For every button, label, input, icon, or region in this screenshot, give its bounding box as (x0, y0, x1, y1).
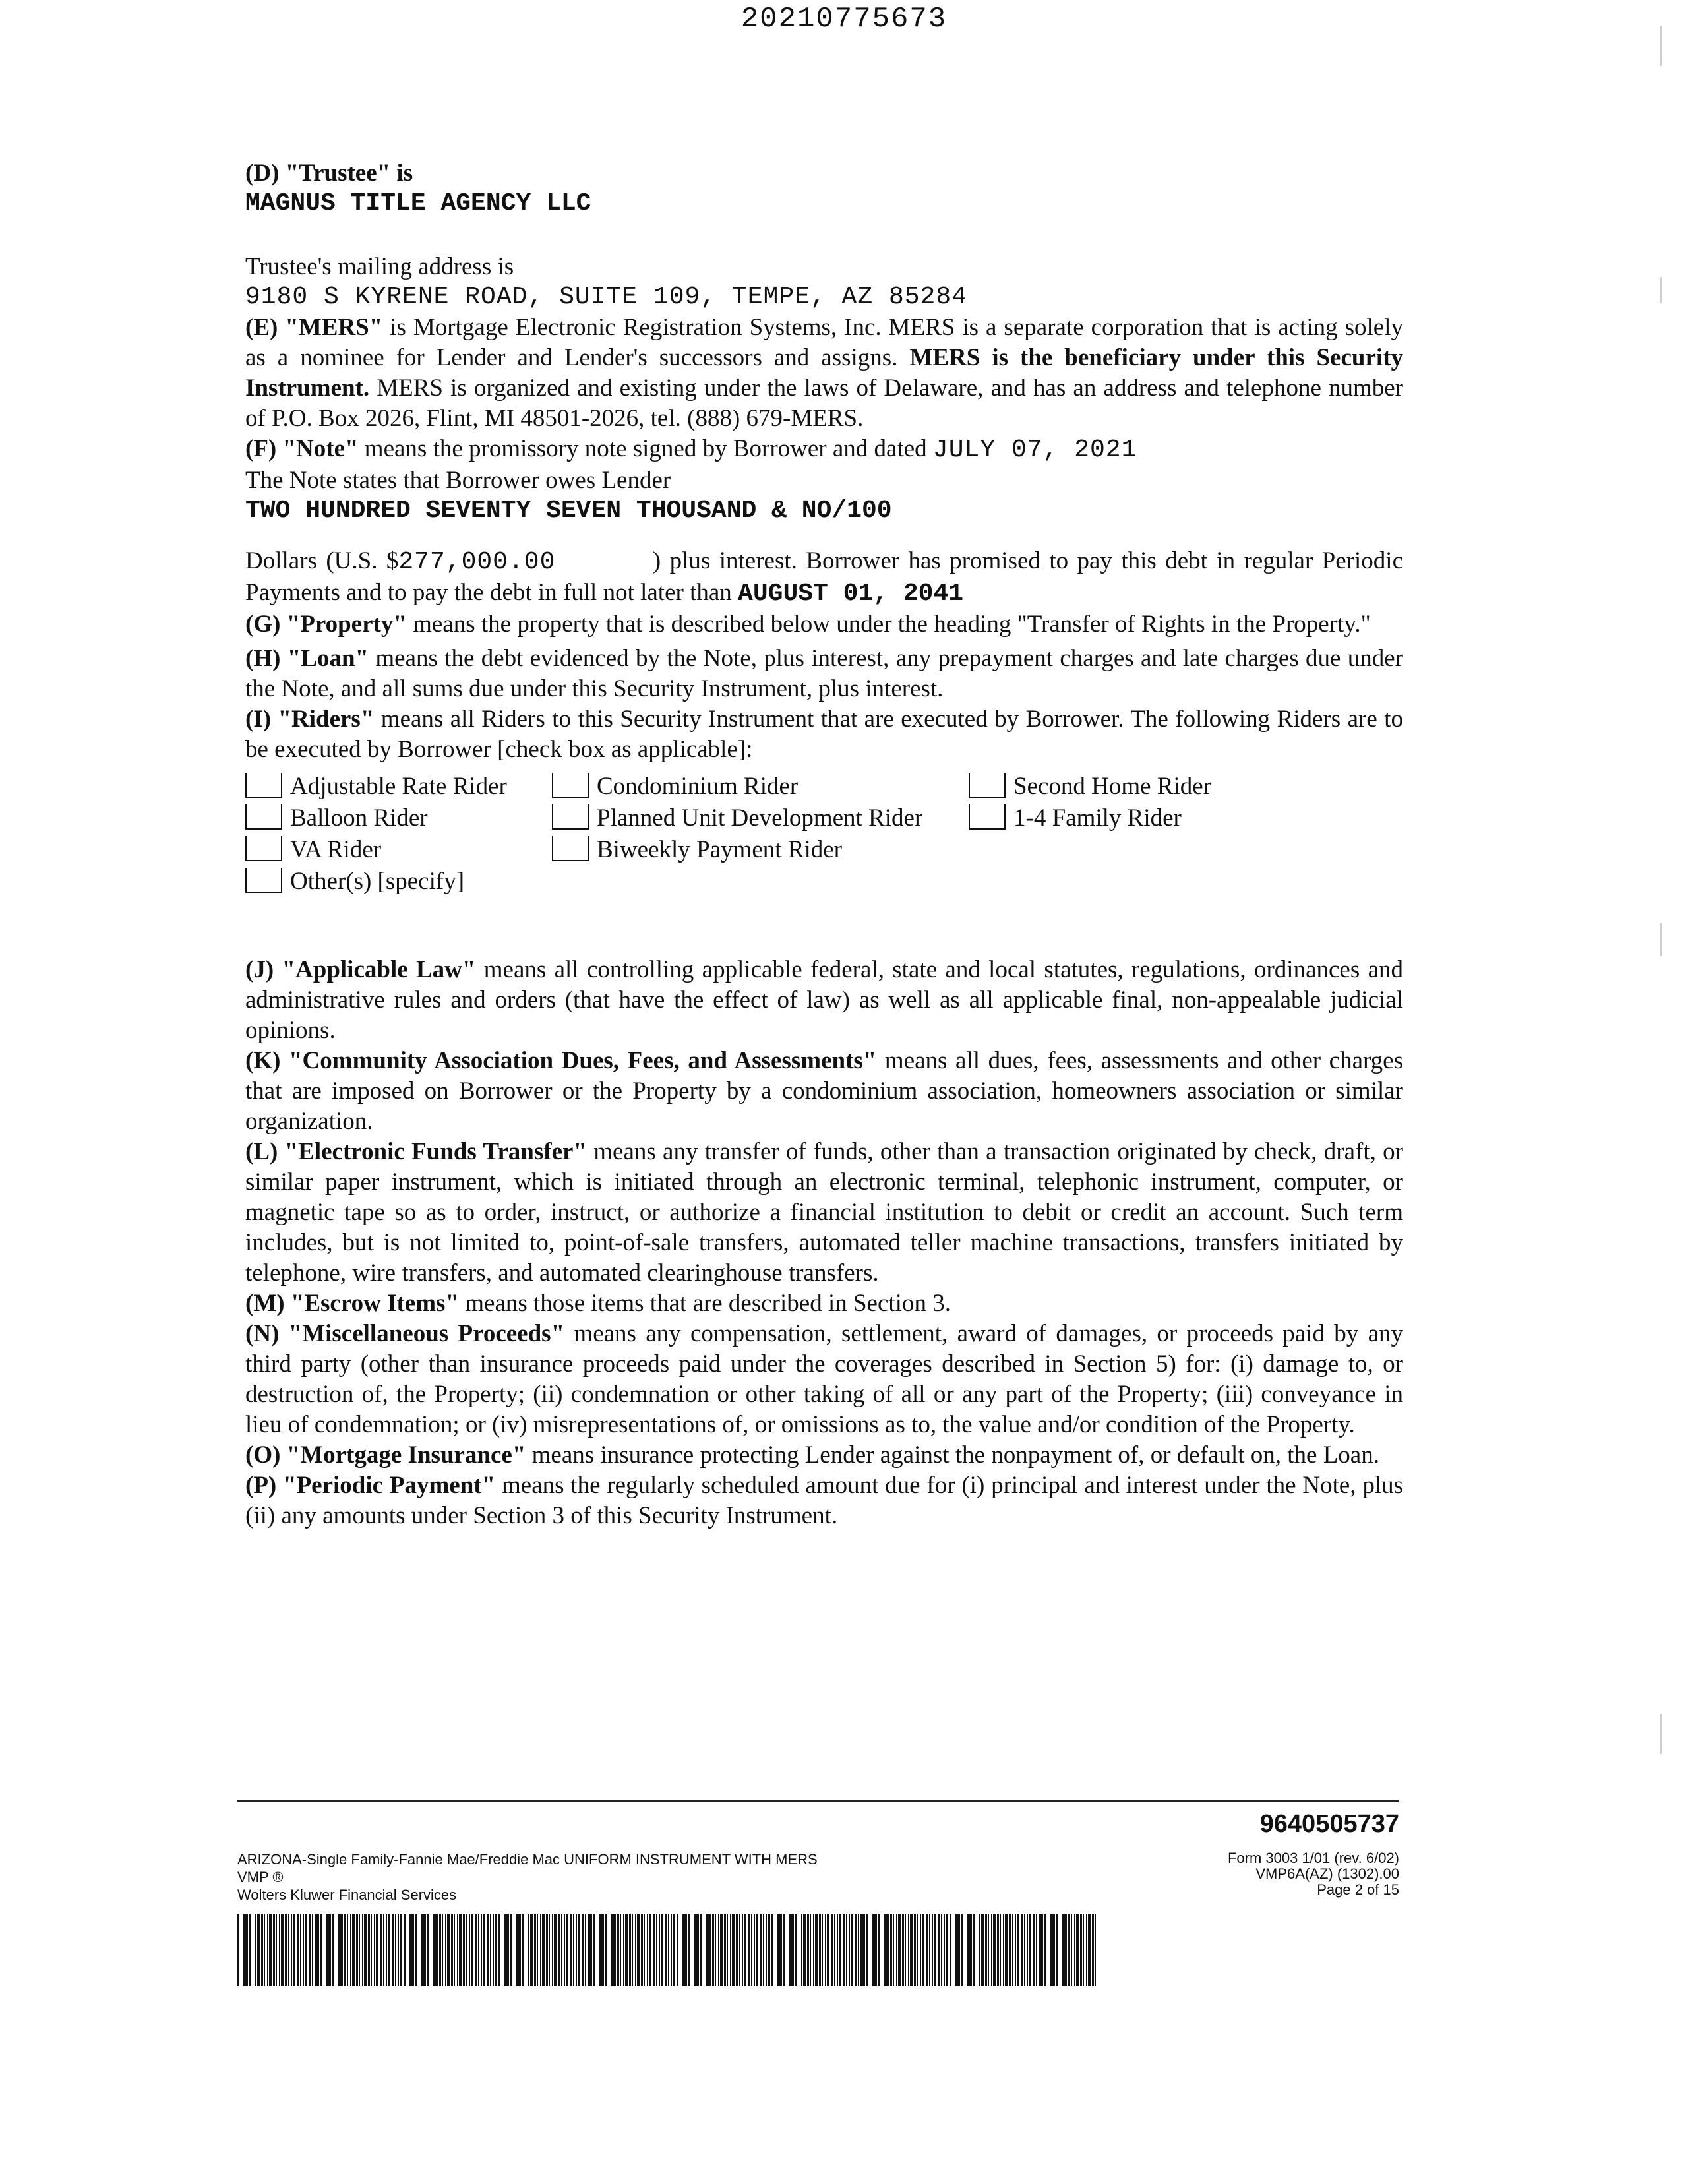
definition-electronic-funds-transfer: (L) "Electronic Funds Transfer" means any transfer of funds, other than a transaction originated by check, draft, or similar paper instrument, which is initiated through an electronic terminal, telephonic instrument, computer, or magnetic tape so as to order, instruct, or authorize a financial institution to debit or credit an account. Such term includes, but is not limited to, point-of-sale transfers, automated teller machine transactions, transfers initiated by telephone, wire transfers, and automated clearinghouse transfers. (245, 1138, 1404, 1287)
loan-number: 9640505737 (1259, 1810, 1399, 1838)
rider-planned-unit-development[interactable]: Planned Unit Development Rider (552, 803, 969, 835)
form-number: Form 3003 1/01 (rev. 6/02) (1227, 1850, 1399, 1866)
note-amount-words: TWO HUNDRED SEVENTY SEVEN THOUSAND & NO/100 (245, 497, 892, 525)
note-amount-line: Dollars (U.S. $277,000.00 ) plus interest. Borrower has promised to pay this debt in regular Periodic Payments and to pay the debt in full not later than AUGUST 01, 2041 (245, 547, 1403, 608)
definition-applicable-law: (J) "Applicable Law" means all controlling applicable federal, state and local statutes, regulations, ordinances and administrative rules and orders (that have the effect of law) as well as all applicable final, non-appealable judicial opinions. (245, 956, 1403, 1044)
rider-checkbox[interactable] (245, 868, 282, 893)
note-maturity-date: AUGUST 01, 2041 (738, 580, 964, 608)
scan-edge-mark (1660, 277, 1662, 303)
scan-edge-mark (1660, 1714, 1662, 1754)
rider-adjustable-rate[interactable]: Adjustable Rate Rider (245, 772, 552, 803)
publisher: Wolters Kluwer Financial Services (237, 1887, 457, 1903)
form-code: VMP6A(AZ) (1302).00 (1255, 1866, 1399, 1882)
footer-form-info (237, 1850, 818, 1904)
rider-condominium[interactable]: Condominium Rider (552, 772, 969, 803)
definition-miscellaneous-proceeds: (N) "Miscellaneous Proceeds" means any compensation, settlement, award of damages, or proceeds paid by any third party (other than insurance proceeds paid under the coverages described in Section 5) for: (i) damage to, or destruction of, the Property; (ii) condemnation or other taking of all or any part of the Property; (iii) conveyance in lieu of condemnation; or (iv) misrepresentations of, or omissions as to, the value and/or condition of the Property. (245, 1320, 1403, 1438)
definition-loan: (H) "Loan" means the debt evidenced by the Note, plus interest, any prepayment charges and late charges due under the Note, and all sums due under this Security Instrument, plus interest. (245, 645, 1404, 702)
definition-community-association-dues: (K) "Community Association Dues, Fees, and Assessments" means all dues, fees, assessments and other charges that are imposed on Borrower or the Property by a condominium association, homeowners association or similar organization. (245, 1047, 1403, 1135)
note-owes-text: The Note states that Borrower owes Lender (245, 467, 671, 494)
scan-edge-mark (1660, 923, 1662, 956)
trustee-address-label: Trustee's mailing address is (245, 253, 514, 280)
rider-checkbox[interactable] (552, 804, 589, 830)
rider-checkbox[interactable] (245, 836, 282, 861)
rider-balloon[interactable]: Balloon Rider (245, 803, 552, 835)
definition-property: (G) "Property" means the property that is described below under the heading "Transfer of Rights in the Property." (245, 611, 1371, 638)
footer-form-number (1228, 1850, 1399, 1898)
definition-periodic-payment: (P) "Periodic Payment" means the regularly scheduled amount due for (i) principal and interest under the Note, plus (ii) any amounts under Section 3 of this Security Instrument. (245, 1472, 1403, 1529)
form-title: ARIZONA-Single Family-Fannie Mae/Freddie Mac UNIFORM INSTRUMENT WITH MERS (237, 1851, 818, 1867)
document-number: 20210775673 (740, 3, 948, 36)
rider-checkbox[interactable] (969, 804, 1006, 830)
rider-1-4-family[interactable]: 1-4 Family Rider (969, 803, 1298, 835)
definition-riders: (I) "Riders" means all Riders to this Security Instrument that are executed by Borrower. The following Riders are to be executed by Borrower [check box as applicable]: (245, 706, 1403, 763)
trustee-address: 9180 S KYRENE ROAD, SUITE 109, TEMPE, AZ 85284 (245, 283, 967, 311)
definition-mers: (E) "MERS" is Mortgage Electronic Registration Systems, Inc. MERS is a separate corporation that is acting solely as a nominee for Lender and Lender's successors and assigns. MERS is the beneficiary under this Security Instrument. MERS is organized and existing under the laws of Delaware, and has an address and telephone number of P.O. Box 2026, Flint, MI 48501-2026, tel. (888) 679-MERS. (245, 314, 1403, 432)
rider-va[interactable]: VA Rider (245, 835, 552, 866)
note-date: JULY 07, 2021 (932, 436, 1137, 464)
trustee-name: MAGNUS TITLE AGENCY LLC (245, 189, 591, 218)
definition-escrow-items: (M) "Escrow Items" means those items that are described in Section 3. (245, 1290, 951, 1317)
rider-other[interactable]: Other(s) [specify] (245, 866, 552, 898)
rider-empty-slot (969, 835, 1298, 866)
footer-divider (237, 1800, 1399, 1802)
rider-checkbox[interactable] (245, 773, 282, 798)
page-number: Page 2 of 15 (1317, 1881, 1399, 1898)
vmp-label: VMP ® (237, 1869, 284, 1885)
rider-second-home[interactable]: Second Home Rider (969, 772, 1298, 803)
rider-checkbox[interactable] (969, 773, 1006, 798)
rider-biweekly-payment[interactable]: Biweekly Payment Rider (552, 835, 969, 866)
definition-mortgage-insurance: (O) "Mortgage Insurance" means insurance protecting Lender against the nonpayment of, or default on, the Loan. (245, 1441, 1379, 1469)
rider-checkbox[interactable] (245, 804, 282, 830)
rider-checkbox[interactable] (552, 773, 589, 798)
trustee-heading: (D) "Trustee" is (245, 160, 413, 187)
rider-checkbox[interactable] (552, 836, 589, 861)
barcode (237, 1914, 1097, 1986)
definition-note: (F) "Note" means the promissory note signed by Borrower and dated JULY 07, 2021 (245, 435, 1137, 464)
riders-checklist (245, 772, 1403, 898)
document-body (245, 158, 1403, 1531)
note-amount: 277,000.00 (398, 548, 556, 576)
scan-edge-mark (1660, 26, 1662, 66)
